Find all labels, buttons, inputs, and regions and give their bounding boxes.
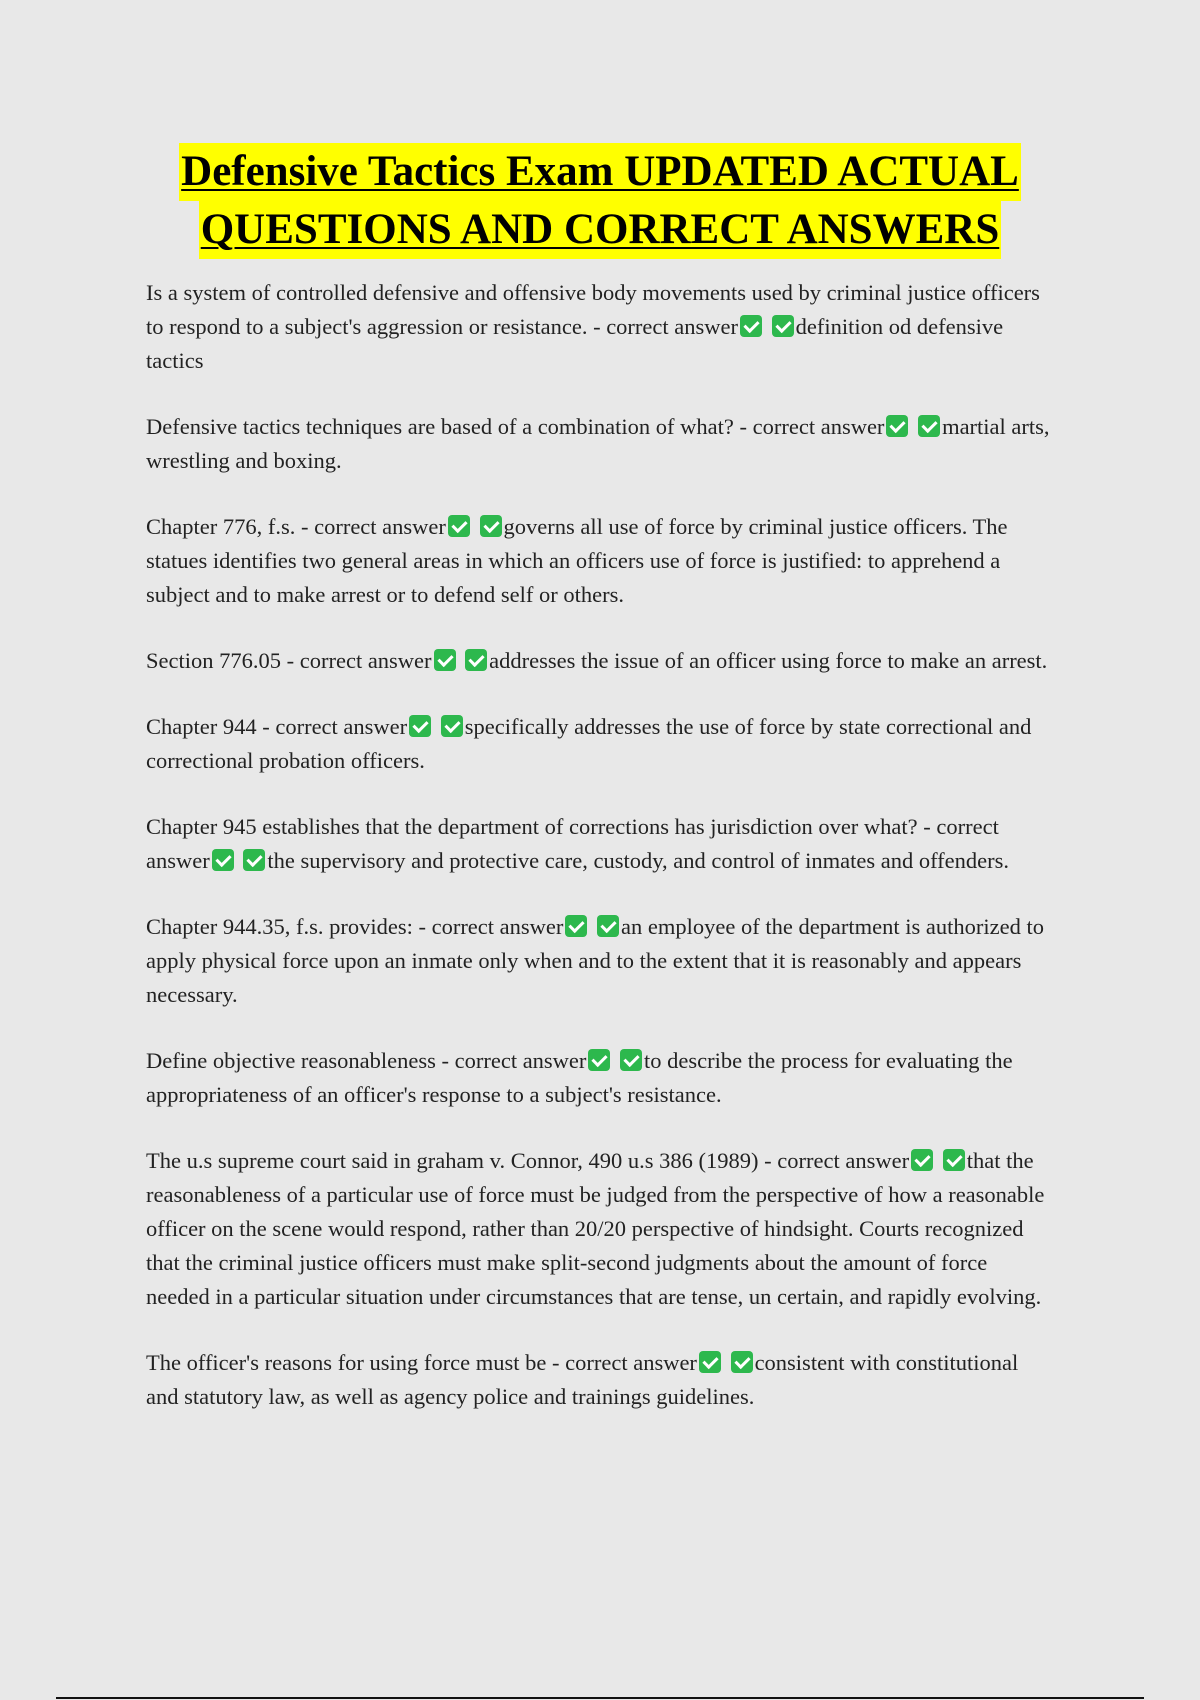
question-text: Define objective reasonableness: [146, 1048, 436, 1073]
answer-text: specifically addresses the use of force by state correctional and correctional probation officers.: [146, 714, 1032, 773]
check-mark-button-icon: [212, 849, 234, 871]
answer-text: addresses the issue of an officer using force to make an arrest.: [489, 648, 1048, 673]
footer-rule: [56, 1697, 1144, 1699]
check-mark-button-icon: [465, 649, 487, 671]
answer-separator: - correct answer: [733, 414, 885, 439]
question-text: Chapter 776, f.s.: [146, 514, 296, 539]
check-mark-button-icon: [243, 849, 265, 871]
qa-item: [146, 410, 1056, 478]
title-line-2: QUESTIONS AND CORRECT ANSWERS: [199, 201, 1002, 259]
question-text: The officer's reasons for using force must be: [146, 1350, 547, 1375]
qa-item: [146, 276, 1056, 378]
question-text: The u.s supreme court said in graham v. Connor, 490 u.s 386 (1989): [146, 1148, 759, 1173]
title-line-1: Defensive Tactics Exam UPDATED ACTUAL: [179, 143, 1021, 201]
qa-item: [146, 710, 1056, 778]
check-mark-button-icon: [588, 1049, 610, 1071]
qa-item: [146, 910, 1056, 1012]
answer-separator: - correct answer: [587, 314, 738, 339]
answer-text: martial arts, wrestling and boxing.: [146, 414, 1050, 473]
answer-separator: - correct answer: [256, 714, 408, 739]
check-mark-button-icon: [699, 1351, 721, 1373]
check-mark-button-icon: [886, 415, 908, 437]
check-mark-button-icon: [434, 649, 456, 671]
check-mark-button-icon: [480, 515, 502, 537]
check-mark-button-icon: [731, 1351, 753, 1373]
qa-item: [146, 1144, 1056, 1314]
check-mark-button-icon: [911, 1149, 933, 1171]
answer-text: governs all use of force by criminal justice officers. The statues identifies two general areas in which an officers use of force is justified: to apprehend a subject and to make arrest or to defend self or others.: [146, 514, 1008, 607]
qa-item: [146, 510, 1056, 612]
check-mark-button-icon: [409, 715, 431, 737]
question-text: Chapter 944.35, f.s. provides:: [146, 914, 413, 939]
check-mark-button-icon: [620, 1049, 642, 1071]
answer-text: consistent with constitutional and statutory law, as well as agency police and trainings guidelines.: [146, 1350, 1019, 1409]
answer-separator: - correct answer: [295, 514, 446, 539]
answer-text: definition od defensive tactics: [146, 314, 1004, 373]
check-mark-button-icon: [740, 315, 762, 337]
check-mark-button-icon: [943, 1149, 965, 1171]
answer-separator: - correct answer: [758, 1148, 910, 1173]
check-mark-button-icon: [448, 515, 470, 537]
answer-separator: - correct answer: [546, 1350, 697, 1375]
question-text: Is a system of controlled defensive and offensive body movements used by criminal justice officers to respond to a subject's aggression or resistance.: [146, 280, 1040, 339]
question-text: Defensive tactics techniques are based of a combination of what?: [146, 414, 734, 439]
question-text: Chapter 945 establishes that the department of corrections has jurisdiction over what?: [146, 814, 918, 839]
check-mark-button-icon: [565, 915, 587, 937]
question-text: Section 776.05: [146, 648, 281, 673]
answer-text: that the reasonableness of a particular use of force must be judged from the perspective of how a reasonable officer on the scene would respond, rather than 20/20 perspective of hindsight. Courts recognized that the criminal justice officers must make split-second judgments about the amount of force needed in a particular situation under circumstances that are tense, un certain, and rapidly evolving.: [146, 1148, 1045, 1309]
document-title: [0, 143, 1200, 259]
check-mark-button-icon: [441, 715, 463, 737]
qa-item: [146, 1346, 1056, 1414]
qa-list: [146, 276, 1056, 1446]
answer-separator: - correct answer: [281, 648, 432, 673]
answer-text: to describe the process for evaluating the appropriateness of an officer's response to a subject's resistance.: [146, 1048, 1013, 1107]
qa-item: [146, 1044, 1056, 1112]
check-mark-button-icon: [597, 915, 619, 937]
question-text: Chapter 944: [146, 714, 257, 739]
answer-separator: - correct answer: [412, 914, 564, 939]
check-mark-button-icon: [918, 415, 940, 437]
answer-separator: - correct answer: [146, 814, 999, 873]
check-mark-button-icon: [772, 315, 794, 337]
answer-text: the supervisory and protective care, custody, and control of inmates and offenders.: [267, 848, 1009, 873]
answer-separator: - correct answer: [435, 1048, 587, 1073]
answer-text: an employee of the department is authorized to apply physical force upon an inmate only when and to the extent that it is reasonably and appears necessary.: [146, 914, 1044, 1007]
qa-item: [146, 644, 1056, 678]
qa-item: [146, 810, 1056, 878]
